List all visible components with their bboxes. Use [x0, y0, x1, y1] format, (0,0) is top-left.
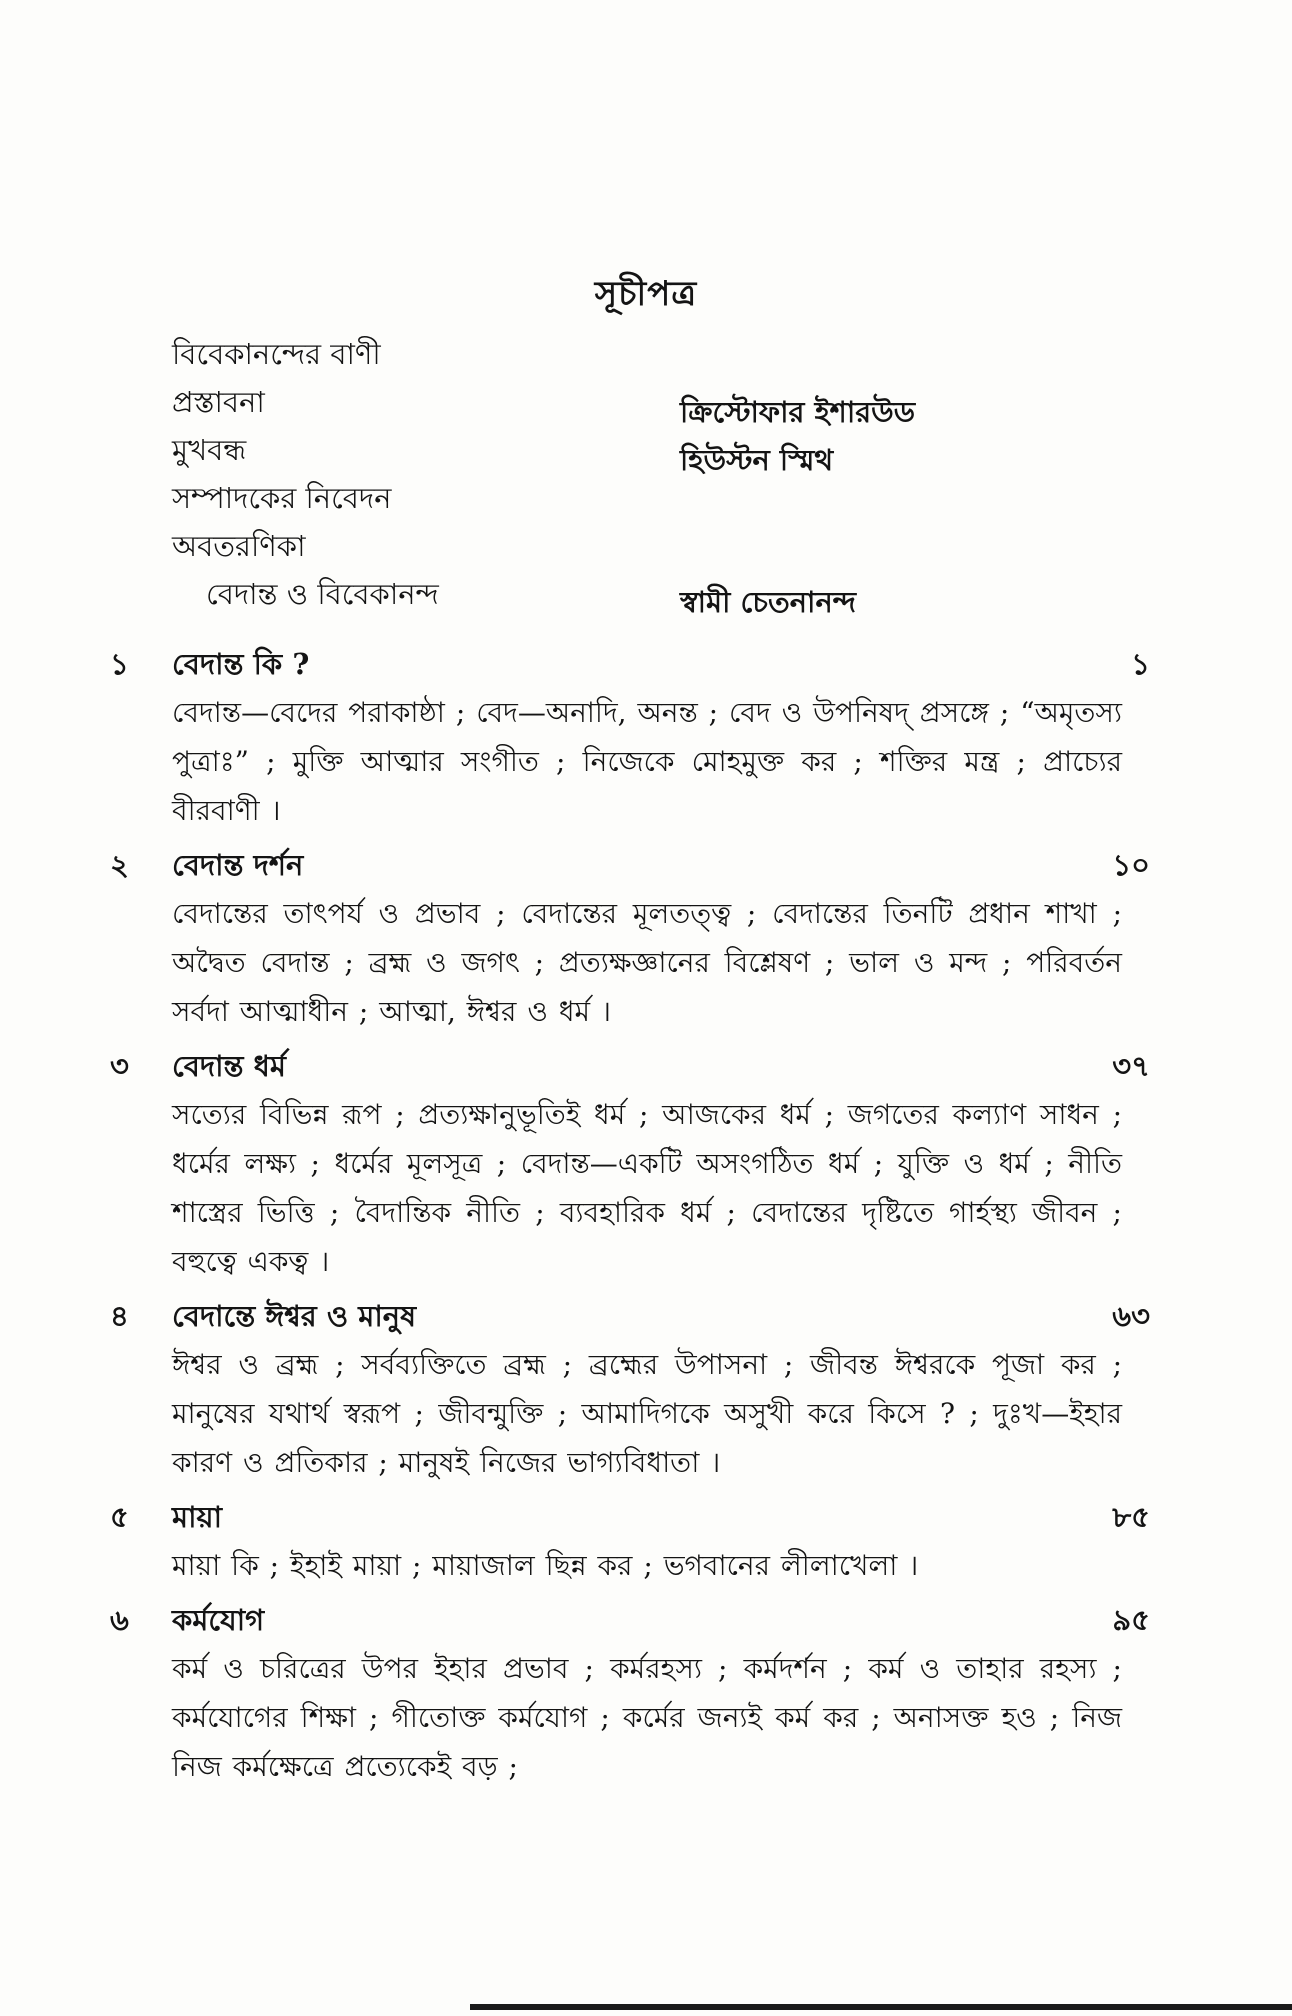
chapter-heading	[110, 1493, 1150, 1541]
chapter-title: বেদান্তে ঈশ্বর ও মানুষ	[172, 1299, 417, 1333]
chapter-heading	[110, 640, 1150, 688]
front-matter-author: হিউস্টন স্মিথ	[680, 443, 834, 477]
chapter-number: ২	[110, 848, 129, 882]
chapter-heading	[110, 1292, 1150, 1340]
front-matter-label: বেদান্ত ও বিবেকানন্দ	[206, 577, 439, 611]
chapter-number: ৬	[110, 1603, 129, 1637]
chapter-page-number: ৬৩	[1112, 1299, 1150, 1333]
front-matter-item	[172, 330, 1172, 378]
front-matter-label: অবতরণিকা	[172, 529, 306, 563]
chapter-summary: বেদান্ত—বেদের পরাকাষ্ঠা ; বেদ—অনাদি, অনন্ত ; বেদ ও উপনিষদ্ প্রসঙ্গে ; “অমৃতস্য পুত্রাঃ” ; মুক্তি আত্মার সংগীত ; নিজেকে মোহমুক্ত কর ; শক্তির মন্ত্র ; প্রাচ্যের বীরবাণী ।	[172, 696, 1122, 827]
chapter-title: কর্মযোগ	[172, 1603, 265, 1637]
chapter-summary: মায়া কি ; ইহাই মায়া ; মায়াজাল ছিন্ন কর ; ভগবানের লীলাখেলা ।	[172, 1549, 919, 1582]
chapter-page-number: ৮৫	[1112, 1500, 1150, 1534]
chapter-title: বেদান্ত দর্শন	[172, 848, 304, 882]
chapter-number: ৪	[110, 1299, 129, 1333]
chapter-list	[110, 640, 1150, 1797]
chapter-entry	[110, 841, 1150, 1036]
front-matter-item	[172, 522, 1172, 570]
chapter-page-number: ১	[1131, 647, 1150, 681]
front-matter-label: প্রস্তাবনা	[172, 385, 265, 419]
chapter-summary: সত্যের বিভিন্ন রূপ ; প্রত্যক্ষানুভূতিই ধর্ম ; আজকের ধর্ম ; জগতের কল্যাণ সাধন ; ধর্মের লক্ষ্য ; ধর্মের মূলসূত্র ; বেদান্ত—একটি অসংগঠিত ধর্ম ; যুক্তি ও ধর্ম ; নীতি শাস্ত্রের ভিত্তি ; বৈদান্তিক নীতি ; ব্যবহারিক ধর্ম ; বেদান্তের দৃষ্টিতে গার্হস্থ্য জীবন ; বহুত্বে একত্ব ।	[172, 1098, 1122, 1278]
chapter-heading	[110, 1596, 1150, 1644]
chapter-number: ১	[110, 647, 129, 681]
chapter-summary: কর্ম ও চরিত্রের উপর ইহার প্রভাব ; কর্মরহস্য ; কর্মদর্শন ; কর্ম ও তাহার রহস্য ; কর্মযোগের শিক্ষা ; গীতোক্ত কর্মযোগ ; কর্মের জন্যই কর্ম কর ; অনাসক্ত হও ; নিজ নিজ কর্মক্ষেত্রে প্রত্যেকেই বড় ;	[172, 1652, 1122, 1783]
front-matter-label: সম্পাদকের নিবেদন	[172, 481, 392, 515]
bottom-edge-rule	[470, 2004, 1292, 2010]
front-matter-item	[172, 426, 1172, 477]
chapter-page-number: ৩৭	[1112, 1049, 1150, 1083]
front-matter-label: মুখবন্ধ	[172, 433, 247, 467]
chapter-summary: ঈশ্বর ও ব্রহ্ম ; সর্বব্যক্তিতে ব্রহ্ম ; ব্রহ্মের উপাসনা ; জীবন্ত ঈশ্বরকে পূজা কর ; মানুষের যথার্থ স্বরূপ ; জীবন্মুক্তি ; আমাদিগকে অসুখী করে কিসে ? ; দুঃখ—ইহার কারণ ও প্রতিকার ; মানুষই নিজের ভাগ্যবিধাতা ।	[172, 1348, 1122, 1479]
chapter-entry	[110, 1596, 1150, 1791]
chapter-entry	[110, 640, 1150, 835]
chapter-number: ৫	[110, 1500, 129, 1534]
page-title: সূচীপত্র	[594, 274, 698, 314]
chapter-title: বেদান্ত কি ?	[172, 647, 310, 681]
chapter-page-number: ৯৫	[1112, 1603, 1150, 1637]
front-matter-item	[172, 474, 1172, 522]
front-matter-item	[172, 570, 1172, 618]
chapter-heading	[110, 841, 1150, 889]
chapter-summary: বেদান্তের তাৎপর্য ও প্রভাব ; বেদান্তের মূলতত্ত্ব ; বেদান্তের তিনটি প্রধান শাখা ; অদ্বৈত বেদান্ত ; ব্রহ্ম ও জগৎ ; প্রত্যক্ষজ্ঞানের বিশ্লেষণ ; ভাল ও মন্দ ; পরিবর্তন সর্বদা আত্মাধীন ; আত্মা, ঈশ্বর ও ধর্ম ।	[172, 897, 1122, 1028]
front-matter-list	[172, 330, 1172, 618]
chapter-title: মায়া	[172, 1500, 223, 1534]
front-matter-author: ক্রিস্টোফার ইশারউড	[680, 395, 916, 429]
front-matter-label: বিবেকানন্দের বাণী	[172, 337, 381, 371]
chapter-title: বেদান্ত ধর্ম	[172, 1049, 286, 1083]
chapter-entry	[110, 1493, 1150, 1590]
chapter-page-number: ১০	[1112, 848, 1150, 882]
front-matter-author: স্বামী চেতনানন্দ	[680, 585, 857, 619]
front-matter-item	[172, 378, 1172, 429]
chapter-entry	[110, 1292, 1150, 1487]
chapter-heading	[110, 1042, 1150, 1090]
chapter-entry	[110, 1042, 1150, 1286]
chapter-number: ৩	[110, 1049, 129, 1083]
